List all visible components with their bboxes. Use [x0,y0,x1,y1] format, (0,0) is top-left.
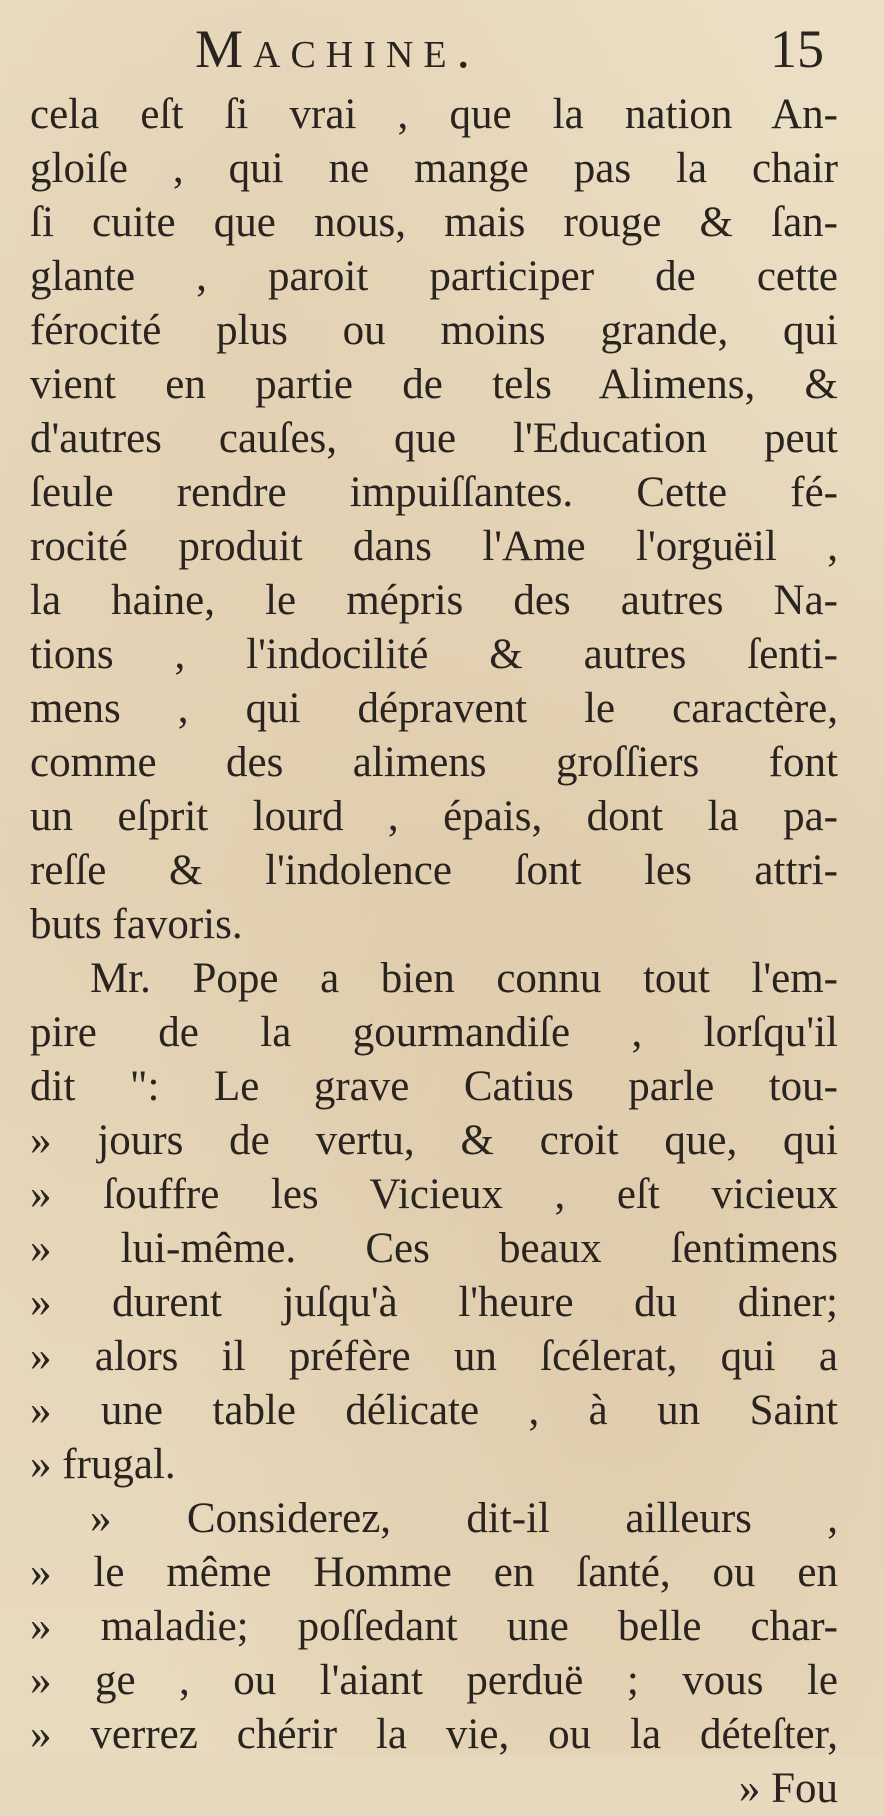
text-line: » ſouffre les Vicieux , eſt vicieux [30,1171,838,1218]
text-line: buts favoris. [30,901,243,948]
text-line: » verrez chérir la vie, ou la déteſter, [30,1711,838,1758]
catchword: » Fou [738,1765,838,1812]
text-line: » ge , ou l'aiant perduë ; vous le [30,1657,838,1704]
text-line: » lui-même. Ces beaux ſentimens [30,1225,838,1272]
text-line: la haine, le mépris des autres Na- [30,577,838,624]
text-line: ſeule rendre impuiſſantes. Cette fé- [30,469,838,516]
text-line: glante , paroit participer de cette [30,253,838,300]
text-line: férocité plus ou moins grande, qui [30,307,838,354]
text-line: pire de la gourmandiſe , lorſqu'il [30,1009,838,1056]
text-line: » frugal. [30,1441,176,1488]
page-header [195,14,824,84]
text-line: » maladie; poſſedant une belle char- [30,1603,838,1650]
text-line: Mr. Pope a bien connu tout l'em- [90,955,838,1002]
text-line: » Considerez, dit-il ailleurs , [90,1495,838,1542]
text-line: dit ": Le grave Catius parle tou- [30,1063,838,1110]
body-text [30,88,838,1816]
text-line: » une table délicate , à un Saint [30,1387,838,1434]
text-line: ſi cuite que nous, mais rouge & ſan- [30,199,838,246]
text-line: d'autres cauſes, que l'Education peut [30,415,838,462]
text-line: » alors il préfère un ſcélerat, qui a [30,1333,838,1380]
text-line: cela eſt ſi vrai , que la nation An- [30,91,838,138]
running-title: Machine. [195,19,481,79]
text-line: » jours de vertu, & croit que, qui [30,1117,838,1164]
text-line: mens , qui dépravent le caractère, [30,685,838,732]
text-line: gloiſe , qui ne mange pas la chair [30,145,838,192]
text-line: reſſe & l'indolence ſont les attri- [30,847,838,894]
text-line: » le même Homme en ſanté, ou en [30,1549,838,1596]
text-line: vient en partie de tels Alimens, & [30,361,838,408]
page-number: 15 [770,19,824,79]
text-line: un eſprit lourd , épais, dont la pa- [30,793,838,840]
text-line: comme des alimens groſſiers font [30,739,838,786]
text-line: » durent juſqu'à l'heure du diner; [30,1279,838,1326]
text-line: tions , l'indocilité & autres ſenti- [30,631,838,678]
text-line: rocité produit dans l'Ame l'orguëil , [30,523,838,570]
